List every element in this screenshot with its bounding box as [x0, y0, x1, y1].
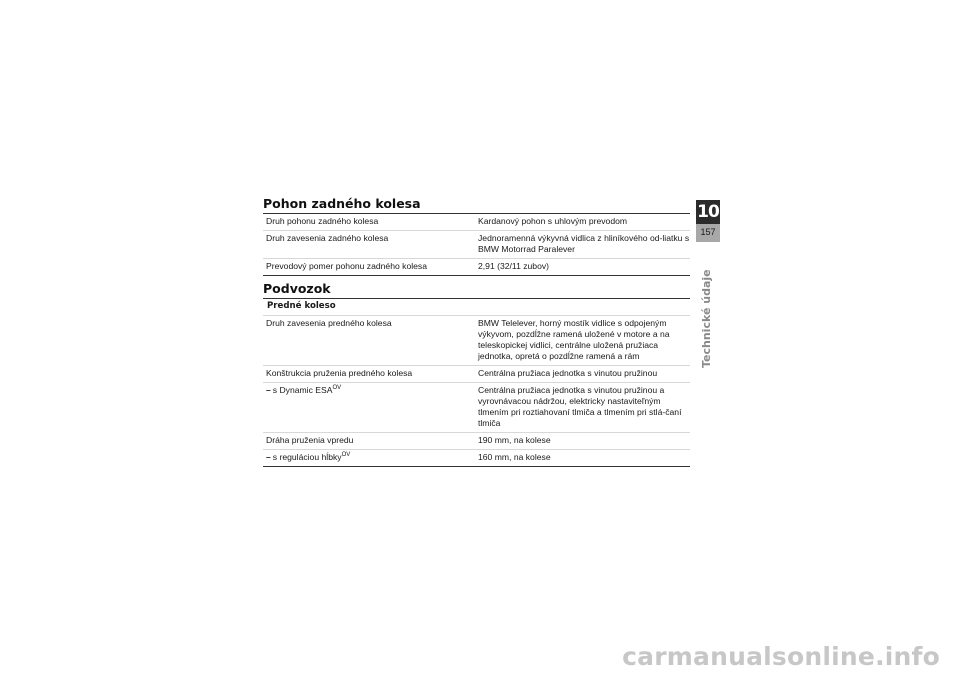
- section-title-chassis: Podvozok: [263, 281, 331, 296]
- spec-label: Dráha pruženia vpredu: [266, 435, 354, 445]
- spec-label-text: s reguláciou hĺbky: [272, 452, 342, 462]
- spec-value: 2,91 (32/11 zubov): [478, 261, 550, 271]
- spec-label: Prevodový pomer pohonu zadného kolesa: [266, 261, 428, 271]
- spec-label: Druh zavesenia zadného kolesa: [266, 233, 389, 243]
- table-row: [263, 450, 690, 466]
- spec-label-text: s Dynamic ESA: [272, 385, 333, 395]
- section-title-rear-drive: Pohon zadného kolesa: [263, 196, 421, 211]
- watermark: carmanualsonline.info: [622, 642, 940, 671]
- optional-equipment-marker: OV: [332, 385, 342, 392]
- rear-drive-table: [263, 213, 690, 276]
- chapter-title-vertical: Technické údaje: [700, 269, 713, 368]
- table-subheader: Predné koleso: [263, 299, 690, 316]
- chapter-number: 10: [697, 202, 719, 222]
- spec-label: Druh zavesenia predného kolesa: [266, 318, 392, 328]
- spec-value: 190 mm, na kolese: [478, 435, 551, 445]
- spec-value: Jednoramenná výkyvná vidlica z hliníkového od-liatku s BMW Motorrad Paralever: [478, 233, 690, 254]
- dash-marker: –: [266, 452, 271, 462]
- table-row: [263, 214, 690, 231]
- spec-value: Centrálna pružiaca jednotka s vinutou pružinou a vyrovnávacou nádržou, elektricky nastaviteľným tlmením pri roztiahovaní tlmiča a tlmením pri stlá-čaní tlmiča: [478, 385, 682, 428]
- optional-equipment-marker: OV: [341, 452, 351, 459]
- table-row: [263, 433, 690, 450]
- page-number: 157: [696, 224, 720, 242]
- spec-label-option: [263, 452, 475, 463]
- chapter-tab: [696, 200, 720, 242]
- spec-value: Kardanový pohon s uhlovým prevodom: [478, 216, 628, 226]
- spec-value: 160 mm, na kolese: [478, 452, 551, 462]
- table-row: [263, 366, 690, 383]
- table-row: [263, 383, 690, 433]
- table-row: [263, 259, 690, 275]
- table-row: [263, 231, 690, 259]
- chassis-table: [263, 298, 690, 467]
- dash-marker: –: [266, 385, 271, 395]
- spec-label: Konštrukcia pruženia predného kolesa: [266, 368, 413, 378]
- spec-label: Druh pohonu zadného kolesa: [266, 216, 379, 226]
- table-row: [263, 316, 690, 366]
- spec-value: BMW Telelever, horný mostík vidlice s odpojeným výkyvom, pozdĺžne ramená uložené v motore a na teleskopickej vidlici, centrálne uložená pružiaca jednotka, opretá o pozdĺžne ramená a rám: [478, 318, 670, 361]
- spec-label-option: [263, 385, 475, 429]
- spec-value: Centrálna pružiaca jednotka s vinutou pružinou: [478, 368, 658, 378]
